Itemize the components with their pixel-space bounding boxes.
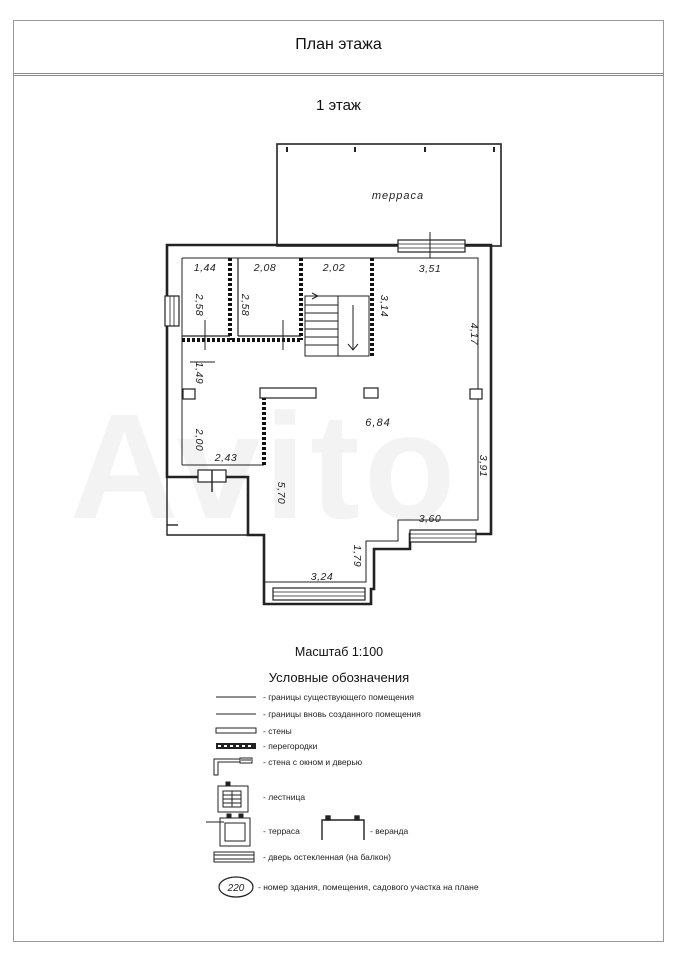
terrace-area: [277, 144, 501, 246]
legend-wall-symbol: [216, 728, 256, 733]
left-window: [165, 296, 179, 326]
legend-window-door-symbol: [214, 758, 252, 775]
page-title: План этажа: [295, 36, 382, 53]
legend-number-text: 220: [227, 883, 245, 894]
bottom-window: [273, 588, 365, 600]
dim-label: 3,91: [477, 454, 489, 478]
dim-label: 2,02: [322, 262, 346, 274]
legend-stairs-symbol: [218, 782, 248, 812]
dim-label: 4,17: [468, 322, 480, 346]
legend-glazed-door-symbol: [214, 852, 254, 862]
dim-label: 2,08: [253, 262, 277, 274]
legend-partitions-text: - перегородки: [263, 741, 318, 751]
scale-label: Масштаб 1:100: [294, 645, 384, 659]
legend-terrace-text: - терраса: [263, 826, 300, 836]
legend-existing-text: - границы существующего помещения: [263, 692, 414, 702]
dim-label: 2,43: [214, 452, 238, 464]
legend-veranda-symbol: [322, 816, 364, 840]
legend-window-door-text: - стена с окном и дверью: [263, 757, 363, 767]
right-bottom-window: [410, 530, 476, 542]
legend-stairs-text: - лестница: [263, 792, 306, 802]
dim-label: 1,79: [351, 544, 363, 568]
dim-label: 3,24: [310, 571, 334, 583]
terrace-label: терраса: [371, 190, 425, 202]
legend-walls-text: - стены: [263, 726, 292, 736]
exterior-walls: [167, 245, 491, 604]
entrance-porch: [167, 470, 248, 535]
dim-label: 3,60: [418, 513, 442, 525]
dim-label: 1,44: [193, 262, 217, 274]
dim-label: 2,00: [193, 428, 205, 452]
dim-label: 6,84: [365, 417, 391, 429]
dim-label: 3,51: [418, 263, 442, 275]
dim-label: 2,58: [193, 293, 205, 317]
legend-new-text: - границы вновь созданного помещения: [263, 709, 421, 719]
stairs: [305, 293, 369, 356]
floor-title: 1 этаж: [316, 97, 361, 114]
dim-label: 2,58: [239, 293, 251, 317]
legend-glazed-door-text: - дверь остекленная (на балкон): [263, 852, 391, 862]
top-window: [398, 232, 465, 258]
dim-label: 5,70: [275, 481, 287, 505]
dim-label: 1,49: [193, 361, 205, 385]
legend-partition-symbol: [216, 743, 256, 749]
legend-title: Условные обозначения: [268, 670, 410, 685]
legend-number-desc: - номер здания, помещения, садового участка на плане: [258, 882, 479, 892]
legend-terrace-symbol: [206, 814, 250, 846]
dim-label: 3,14: [378, 294, 390, 318]
legend-veranda-text: - веранда: [370, 826, 409, 836]
